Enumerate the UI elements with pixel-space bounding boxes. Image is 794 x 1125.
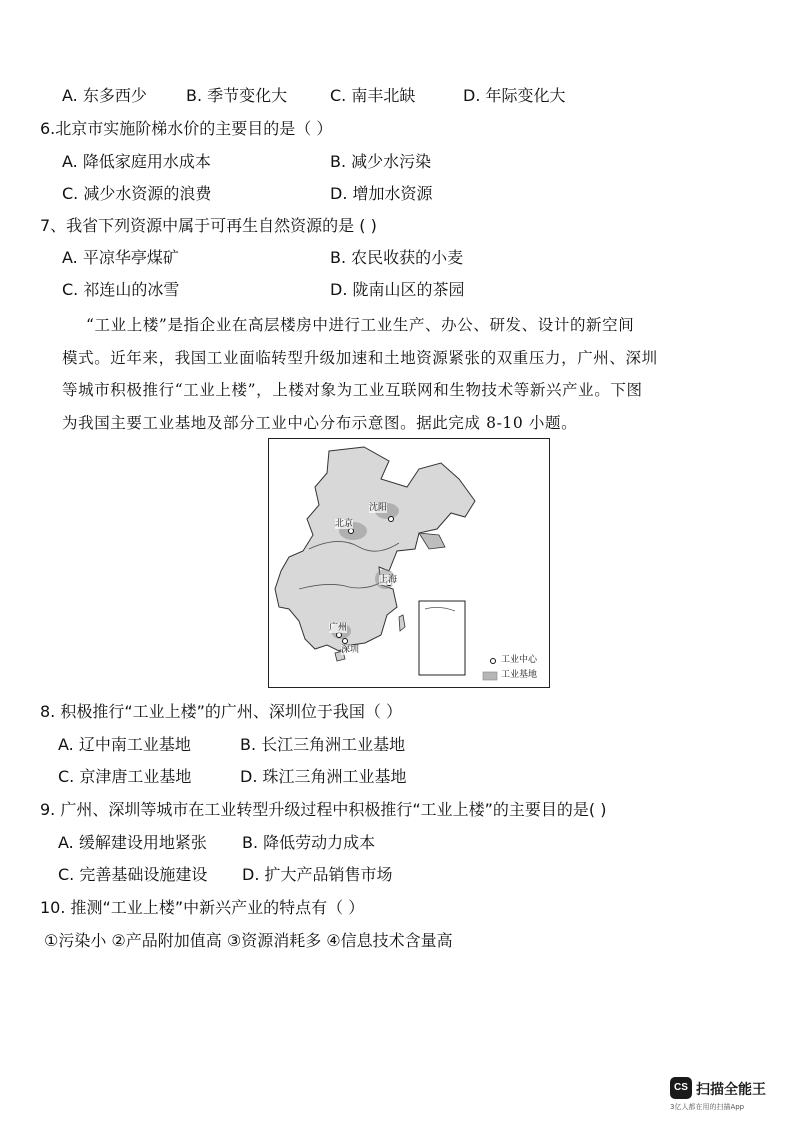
q7-option-d: D. 陇南山区的茶园 [330,280,465,299]
camscanner-tagline: 3亿人都在用的扫描App [670,1103,745,1111]
legend-base-symbol [483,672,497,680]
china-map-outline [269,439,549,687]
q5-option-b: B. 季节变化大 [186,86,288,105]
china-industrial-map [268,438,550,688]
q9-stem: 9. 广州、深圳等城市在工业转型升级过程中积极推行“工业上楼”的主要目的是( ) [40,800,607,819]
map-label-guangzhou: 广州 [329,623,348,633]
q10-stem: 10. 推测“工业上楼”中新兴产业的特点有（ ） [40,898,365,917]
q8-stem: 8. 积极推行“工业上楼”的广州、深圳位于我国（ ） [40,702,403,721]
map-label-shenyang: 沈阳 [369,503,388,513]
q8-option-c: C. 京津唐工业基地 [58,767,192,786]
passage-line-1: “工业上楼”是指企业在高层楼房中进行工业生产、办公、研发、设计的新空间 [86,316,635,334]
passage-line-3: 等城市积极推行“工业上楼”，上楼对象为工业互联网和生物技术等新兴产业。下图 [62,381,643,399]
q5-option-a: A. 东多西少 [62,86,147,105]
q9-option-b: B. 降低劳动力成本 [242,833,376,852]
passage-line-4: 为我国主要工业基地及部分工业中心分布示意图。据此完成 8-10 小题。 [62,413,578,432]
camscanner-watermark [670,1077,780,1111]
q7-option-a: A. 平凉华亭煤矿 [62,248,179,267]
q10-items: ①污染小 ②产品附加值高 ③资源消耗多 ④信息技术含量高 [44,931,453,950]
camscanner-logo-icon: CS [670,1077,692,1099]
q8-option-b: B. 长江三角洲工业基地 [240,735,406,754]
q6-option-d: D. 增加水资源 [330,184,433,203]
q9-option-c: C. 完善基础设施建设 [58,865,208,884]
guangzhou-marker [337,633,342,638]
q5-option-d: D. 年际变化大 [463,86,566,105]
legend-center-label: 工业中心 [501,655,538,665]
map-label-shanghai: 上海 [379,575,398,585]
shenzhen-marker [343,639,348,644]
q7-stem: 7、我省下列资源中属于可再生自然资源的是 ( ) [40,216,377,235]
q7-option-b: B. 农民收获的小麦 [330,248,464,267]
legend-base-label: 工业基地 [501,670,538,680]
camscanner-name: 扫描全能王 [696,1082,766,1098]
q9-option-d: D. 扩大产品销售市场 [242,865,393,884]
passage-line-2: 模式。近年来，我国工业面临转型升级加速和土地资源紧张的双重压力，广州、深圳 [62,348,658,367]
q7-option-c: C. 祁连山的冰雪 [62,280,180,299]
q6-option-c: C. 减少水资源的浪费 [62,184,212,203]
shenyang-marker [389,517,394,522]
beijing-marker [349,529,354,534]
legend-center-symbol [491,659,496,664]
q9-option-a: A. 缓解建设用地紧张 [58,833,207,852]
q6-option-b: B. 减少水污染 [330,152,432,171]
q8-option-a: A. 辽中南工业基地 [58,735,191,754]
south-china-sea-inset [419,601,465,675]
reading-passage [62,309,752,439]
q6-option-a: A. 降低家庭用水成本 [62,152,211,171]
taiwan-island [399,615,405,631]
q8-option-d: D. 珠江三角洲工业基地 [240,767,407,786]
q6-stem: 6.北京市实施阶梯水价的主要目的是（ ） [40,119,333,138]
liaodong-region [419,533,445,549]
q5-option-c: C. 南丰北缺 [330,86,416,105]
map-label-shenzhen: 深圳 [341,645,360,655]
map-label-beijing: 北京 [335,519,354,529]
